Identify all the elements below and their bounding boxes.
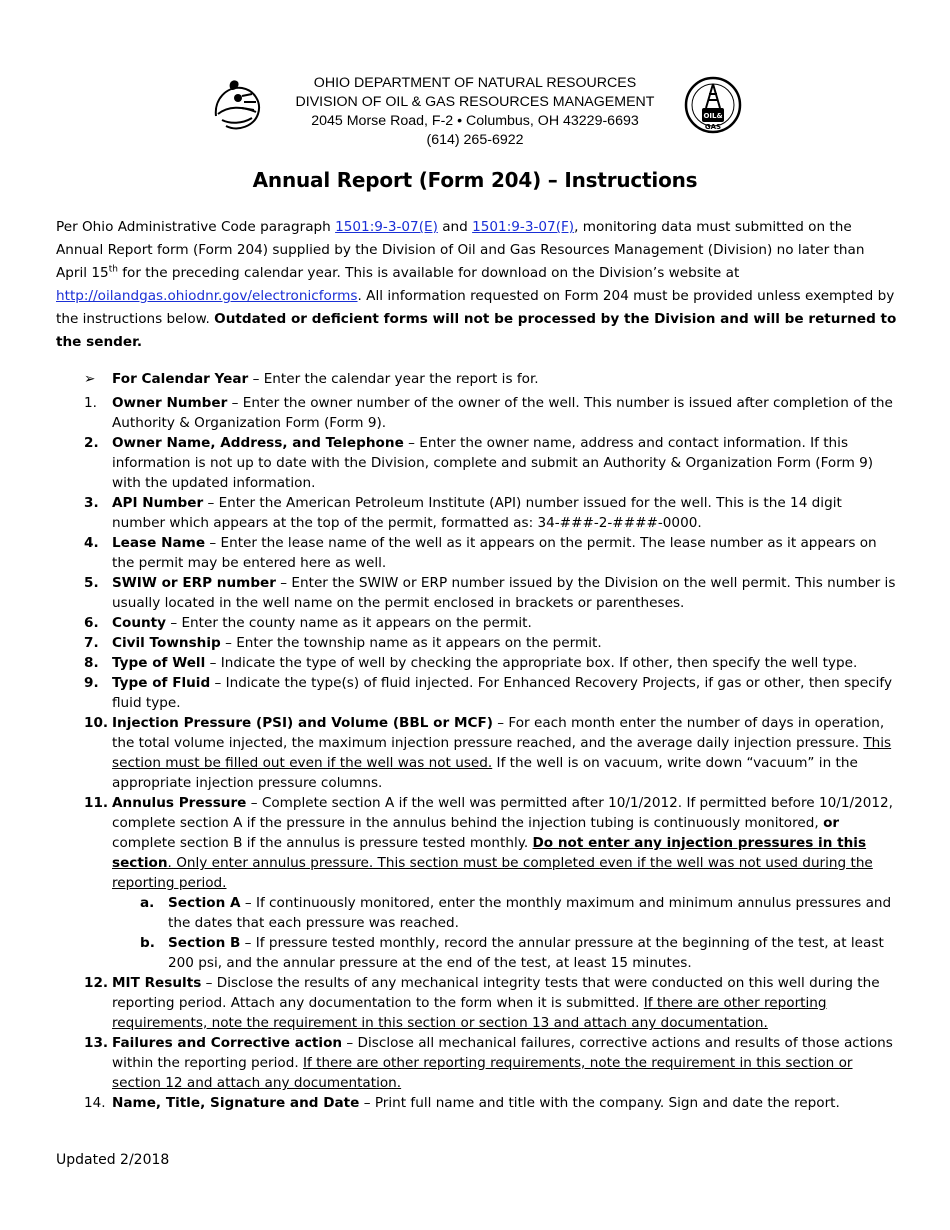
item-number: 4. xyxy=(84,535,99,551)
item-text: – Enter the lease name of the well as it appears on the permit. The lease number as it appears on the permit may be entered here as well. xyxy=(112,535,877,571)
intro-paragraph xyxy=(56,216,898,354)
emphasis-or: or xyxy=(823,815,840,831)
item-heading: Section A xyxy=(168,895,241,911)
list-item-lease-name xyxy=(56,533,898,573)
oil-gas-seal-logo xyxy=(684,74,742,136)
item-heading: Lease Name xyxy=(112,535,206,551)
item-text: – Enter the American Petroleum Institute (API) number issued for the well. This is the 14 digit number which appears at the top of the permit, formatted as: 34-###-2-####-0000. xyxy=(112,495,842,531)
list-item-civil-township xyxy=(56,633,898,653)
item-letter: a. xyxy=(140,895,155,911)
underlined-note: If there are other reporting requirements, note the requirement in this section or section 12 and attach any documentation. xyxy=(112,1055,853,1091)
item-text: If the well is on vacuum, write down “vacuum” in the appropriate injection pressure columns. xyxy=(112,755,858,791)
superscript-th: th xyxy=(108,264,118,275)
item-number: 12. xyxy=(84,975,109,991)
sub-item-section-a xyxy=(56,893,898,933)
item-heading: For Calendar Year xyxy=(112,371,249,387)
phone-number: (614) 265-6922 xyxy=(426,132,524,148)
item-letter: b. xyxy=(140,935,155,951)
list-item-api-number xyxy=(56,493,898,533)
item-number: 5. xyxy=(84,575,99,591)
item-text: – Print full name and title with the company. Sign and date the report. xyxy=(359,1095,840,1111)
item-text: – Enter the owner name, address and contact information. If this information is not up to date with the Division, complete and submit an Authority & Organization Form (Form 9) with the updated information. xyxy=(112,435,874,491)
item-text: – Disclose the results of any mechanical integrity tests that were conducted on this well during the reporting period. Attach any documentation to the form when it is submitted. xyxy=(112,975,880,1011)
item-heading: County xyxy=(112,615,167,631)
item-text: – If pressure tested monthly, record the annular pressure at the beginning of the test, at least 200 psi, and the annular pressure at the end of the test, at least 15 minutes. xyxy=(168,935,884,971)
underlined-note: This section must be filled out even if the well was not used. xyxy=(112,735,892,771)
oac-link-f[interactable]: 1501:9-3-07(F) xyxy=(472,219,575,235)
intro-text: Per Ohio Administrative Code paragraph xyxy=(56,219,336,235)
item-heading: MIT Results xyxy=(112,975,202,991)
item-text: – Indicate the type(s) of fluid injected. For Enhanced Recovery Projects, if gas or other, then specify fluid type. xyxy=(112,675,892,711)
list-item-county xyxy=(56,613,898,633)
intro-text: and xyxy=(437,219,473,235)
list-item-signature xyxy=(56,1093,898,1113)
item-number: 9. xyxy=(84,675,99,691)
letterhead xyxy=(0,74,950,154)
page-title: Annual Report (Form 204) – Instructions xyxy=(252,168,698,192)
item-number: 6. xyxy=(84,615,99,631)
item-text: – Indicate the type of well by checking the appropriate box. If other, then specify the well type. xyxy=(205,655,858,671)
oac-link-e[interactable]: 1501:9-3-07(E) xyxy=(335,219,438,235)
item-number: 14. xyxy=(84,1095,106,1111)
intro-text: , monitoring data must submitted on the Annual Report form (Form 204) supplied by the Division of Oil and Gas Resources Management (Division) no later than April 15 xyxy=(56,219,865,281)
item-heading: Owner Name, Address, and Telephone xyxy=(112,435,404,451)
item-heading: Failures and Corrective action xyxy=(112,1035,343,1051)
list-item-type-of-well xyxy=(56,653,898,673)
item-text: – Enter the township name as it appears on the permit. xyxy=(220,635,602,651)
item-heading: Type of Fluid xyxy=(112,675,211,691)
department-name: OHIO DEPARTMENT OF NATURAL RESOURCES xyxy=(313,75,637,91)
list-item-owner-name xyxy=(56,433,898,493)
warning-text: Outdated or deficient forms will not be processed by the Division and will be returned to the sender. xyxy=(56,311,897,350)
list-item-mit-results xyxy=(56,973,898,1033)
item-text: – Disclose all mechanical failures, corrective actions and results of those actions within the reporting period. xyxy=(112,1035,893,1071)
item-number: 8. xyxy=(84,655,99,671)
item-heading: SWIW or ERP number xyxy=(112,575,276,591)
item-number: 10. xyxy=(84,715,109,731)
item-number: 11. xyxy=(84,795,109,811)
arrow-bullet-icon: ➢ xyxy=(84,371,96,387)
item-heading: Owner Number xyxy=(112,395,228,411)
underlined-note: . Only enter annulus pressure. This section must be completed even if the well was not used during the reporting period. xyxy=(112,855,873,891)
list-item-injection-pressure xyxy=(56,713,898,793)
division-name: DIVISION OF OIL & GAS RESOURCES MANAGEMENT xyxy=(295,94,655,110)
item-text: complete section B if the annulus is pressure tested monthly. xyxy=(112,835,533,851)
department-address-block xyxy=(270,74,680,150)
underlined-note: If there are other reporting requirements, note the requirement in this section or section 13 and attach any documentation. xyxy=(112,995,827,1031)
item-heading: API Number xyxy=(112,495,204,511)
item-text: – Enter the calendar year the report is for. xyxy=(248,371,539,387)
intro-text: for the preceding calendar year. This is available for download on the Division’s website at xyxy=(117,265,740,281)
item-text: – Enter the SWIW or ERP number issued by the Division on the well permit. This number is usually located in the well name on the permit enclosed in brackets or parentheses. xyxy=(112,575,896,611)
item-heading: Name, Title, Signature and Date xyxy=(112,1095,360,1111)
list-item-calendar-year xyxy=(56,369,898,389)
list-item-failures xyxy=(56,1033,898,1093)
svg-text:OIL&: OIL& xyxy=(703,112,723,120)
sub-item-section-b xyxy=(56,933,898,973)
instruction-list xyxy=(56,369,898,1113)
list-item-owner-number xyxy=(56,393,898,433)
item-text: – For each month enter the number of days in operation, the total volume injected, the maximum injection pressure reached, and the average daily injection pressure. xyxy=(112,715,885,751)
list-item-swiw-erp xyxy=(56,573,898,613)
street-address: 2045 Morse Road, F-2 • Columbus, OH 43229-6693 xyxy=(311,113,639,129)
item-text: – Enter the county name as it appears on the permit. xyxy=(166,615,532,631)
underlined-bold-warning: Do not enter any injection pressures in this section xyxy=(112,835,867,871)
item-number: 7. xyxy=(84,635,99,651)
updated-date: Updated 2/2018 xyxy=(56,1152,170,1168)
item-number: 1. xyxy=(84,395,97,411)
list-item-type-of-fluid xyxy=(56,673,898,713)
odnr-logo xyxy=(208,76,266,134)
electronic-forms-link[interactable]: http://oilandgas.ohiodnr.gov/electronicforms xyxy=(56,288,358,304)
item-heading: Civil Township xyxy=(112,635,221,651)
item-heading: Type of Well xyxy=(112,655,206,671)
item-text: – Enter the owner number of the owner of the well. This number is issued after completion of the Authority & Organization Form (Form 9). xyxy=(112,395,893,431)
intro-text: . All information requested on Form 204 must be provided unless exempted by the instructions below. xyxy=(56,288,895,327)
item-heading: Section B xyxy=(168,935,241,951)
item-heading: Injection Pressure (PSI) and Volume (BBL or MCF) xyxy=(112,715,493,731)
item-number: 3. xyxy=(84,495,99,511)
svg-text:GAS: GAS xyxy=(704,123,722,131)
item-text: – If continuously monitored, enter the monthly maximum and minimum annulus pressures and the dates that each pressure was reached. xyxy=(168,895,892,931)
item-text: – Complete section A if the well was permitted after 10/1/2012. If permitted before 10/1/2012, complete section A if the pressure in the annulus behind the injection tubing is continuously monitored, xyxy=(112,795,893,831)
item-number: 2. xyxy=(84,435,99,451)
list-item-annulus-pressure xyxy=(56,793,898,893)
item-number: 13. xyxy=(84,1035,109,1051)
item-heading: Annulus Pressure xyxy=(112,795,247,811)
